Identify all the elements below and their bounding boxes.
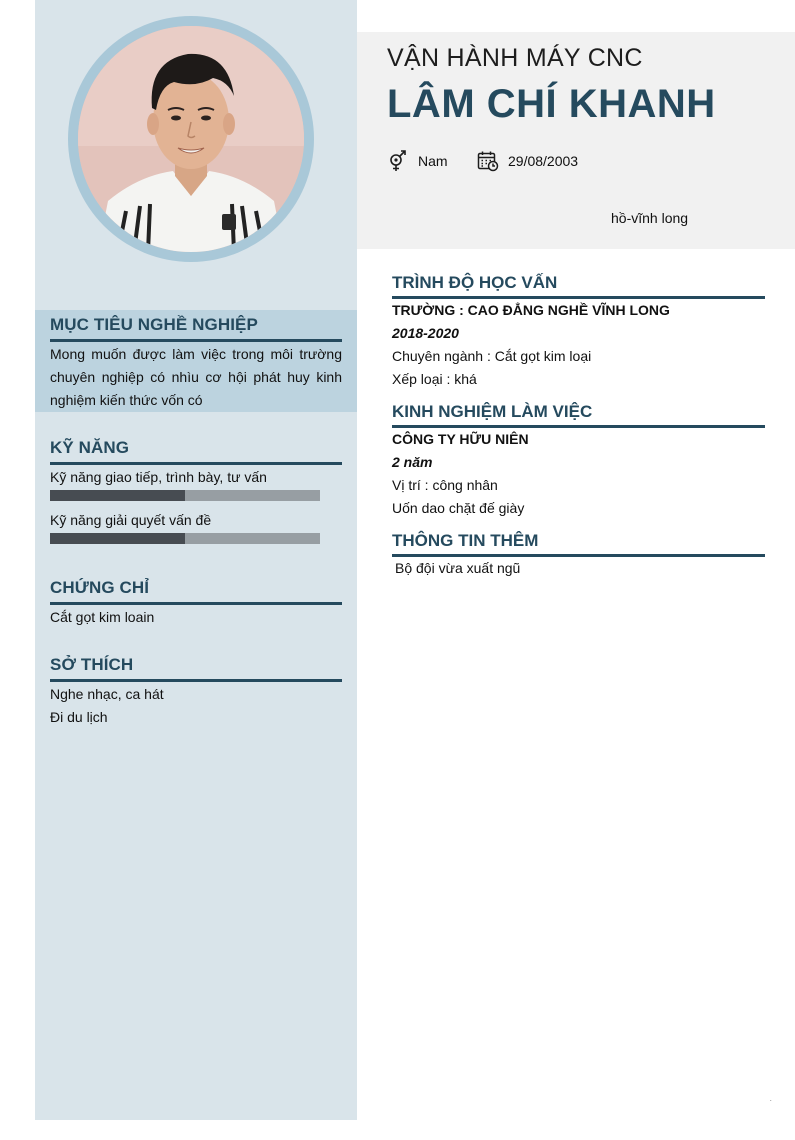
objective-title: MỤC TIÊU NGHỀ NGHIỆP <box>50 315 342 342</box>
experience-period: 2 năm <box>392 454 433 470</box>
hobbies-title: SỞ THÍCH <box>50 655 342 682</box>
additional-info-title: THÔNG TIN THÊM <box>392 531 765 557</box>
hobby-item: Đi du lịch <box>50 709 108 725</box>
birthdate-value: 29/08/2003 <box>508 153 579 169</box>
calendar-icon <box>477 150 499 172</box>
additional-info-text: Bộ đội vừa xuất ngũ <box>395 560 521 576</box>
experience-title: KINH NGHIỆM LÀM VIỆC <box>392 402 765 428</box>
certificates-title: CHỨNG CHỈ <box>50 578 342 605</box>
objective-text: Mong muốn được làm việc trong môi trường chuyên nghiệp có nhìu cơ hội phát huy kinh nghiệm kiến thức vốn có <box>50 346 342 408</box>
education-major: Chuyên ngành : Cắt gọt kim loại <box>392 348 592 364</box>
skill-level-fill <box>50 533 185 544</box>
education-school: TRƯỜNG : CAO ĐẲNG NGHỀ VĨNH LONG <box>392 302 670 318</box>
skill-level-bar <box>50 490 320 501</box>
education-period: 2018-2020 <box>392 325 459 341</box>
gender-value: Nam <box>418 153 448 169</box>
education-rank: Xếp loại : khá <box>392 371 477 387</box>
skill-level-bar <box>50 533 320 544</box>
education-title: TRÌNH ĐỘ HỌC VẤN <box>392 273 765 299</box>
avatar <box>78 26 304 252</box>
certificate-item: Cắt gọt kim loain <box>50 609 155 625</box>
experience-position: Vị trí : công nhân <box>392 477 498 493</box>
skill-level-fill <box>50 490 185 501</box>
birthdate-info <box>477 150 578 172</box>
hobby-item: Nghe nhạc, ca hát <box>50 686 164 702</box>
page-mark: . <box>770 1097 772 1103</box>
job-title: VẬN HÀNH MÁY CNC <box>387 44 643 72</box>
avatar-photo <box>78 26 304 252</box>
experience-description: Uốn dao chặt đế giày <box>392 500 525 516</box>
skill-label: Kỹ năng giao tiếp, trình bày, tư vấn <box>50 469 267 485</box>
avatar-frame <box>68 16 314 262</box>
gender-icon <box>387 150 409 172</box>
skills-title: KỸ NĂNG <box>50 438 342 465</box>
experience-company: CÔNG TY HỮU NIÊN <box>392 431 529 447</box>
candidate-name: LÂM CHÍ KHANH <box>387 82 716 126</box>
skill-label: Kỹ năng giải quyết vấn đề <box>50 512 212 528</box>
gender-info <box>387 150 448 172</box>
address: hồ-vĩnh long <box>611 210 689 226</box>
